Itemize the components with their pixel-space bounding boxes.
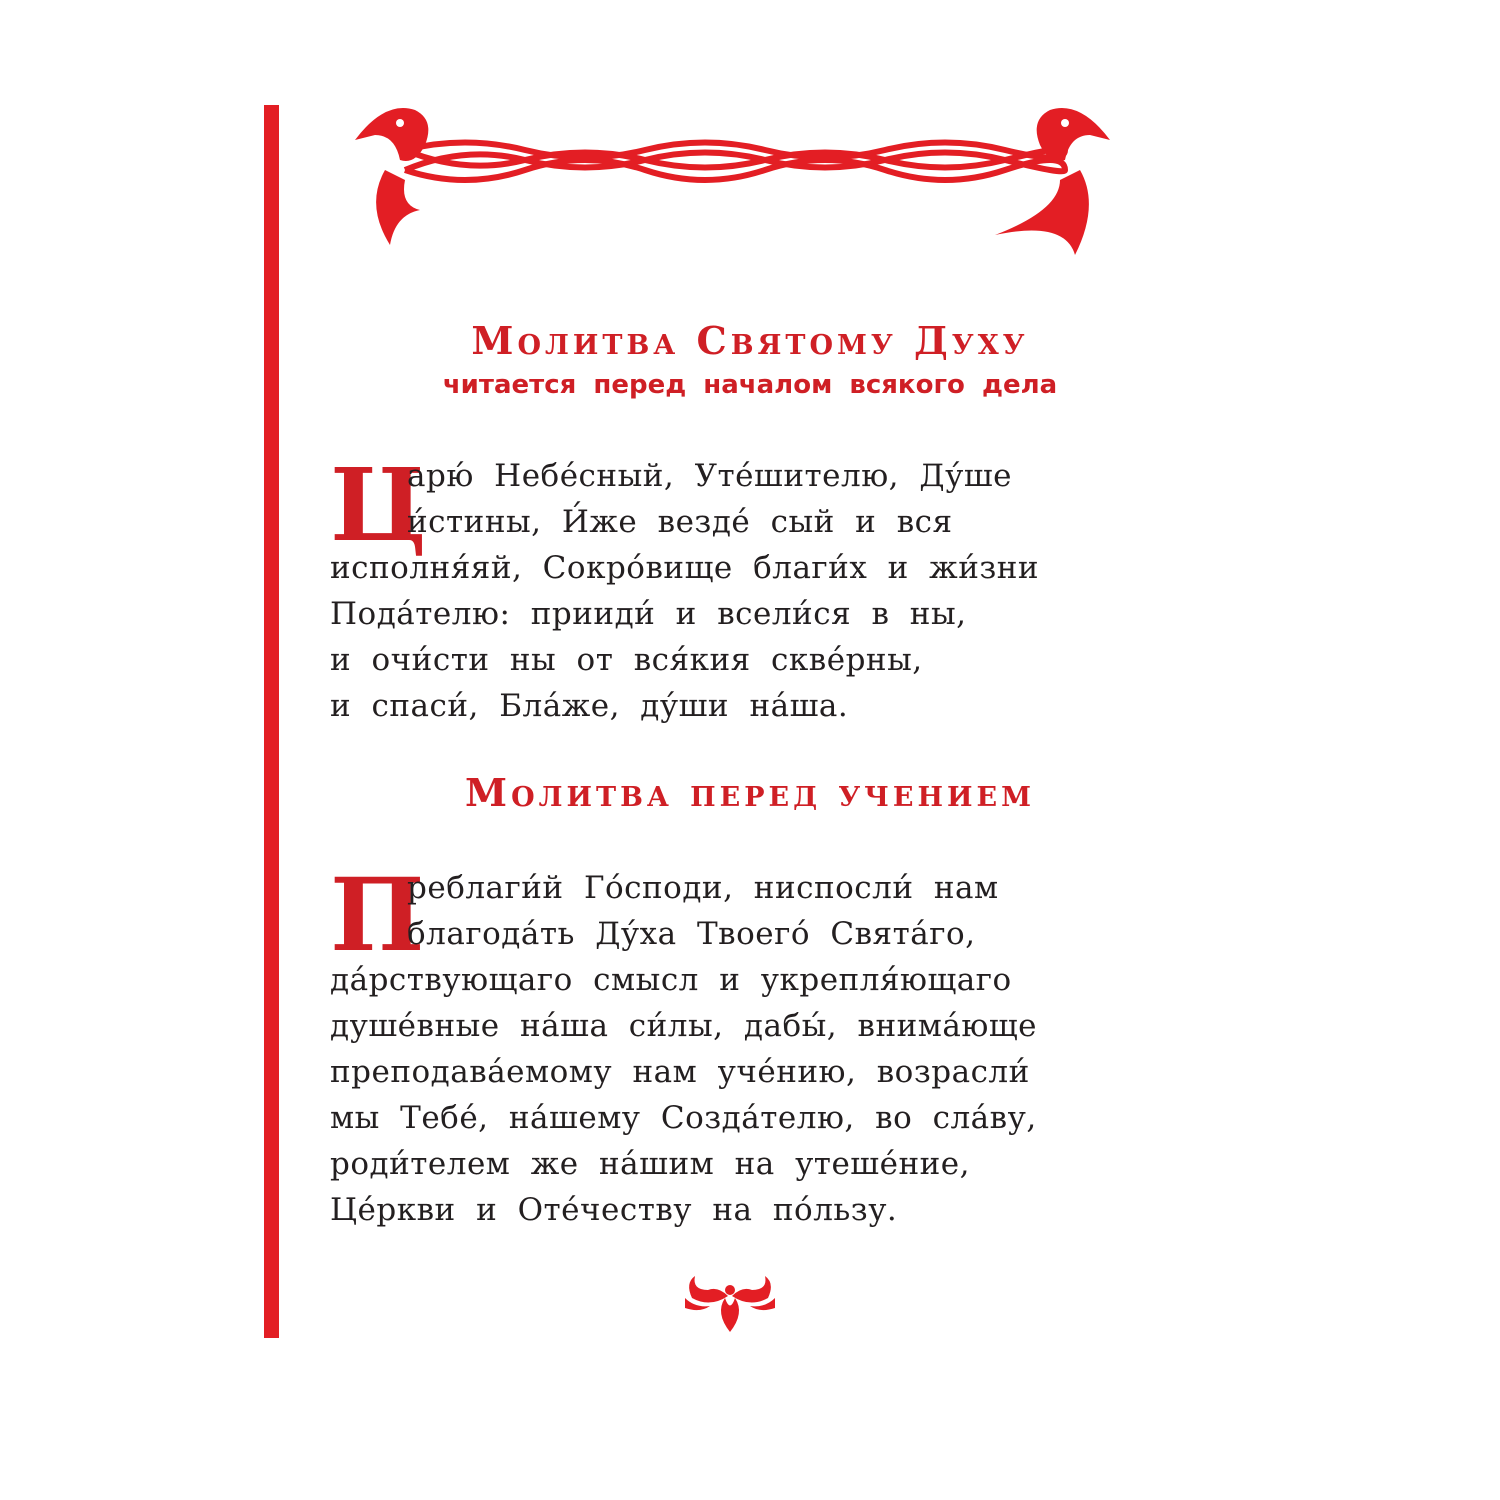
- prayer2-line: мы Тебе́, на́шему Созда́телю, во сла́ву,: [330, 1100, 1037, 1136]
- prayer1-line: Пода́телю: прииди́ и всели́ся в ны,: [330, 596, 967, 632]
- prayer2-line: душе́вные на́ша си́лы, дабы́, внима́юще: [330, 1008, 1038, 1044]
- prayer2-drop-cap: П: [330, 856, 425, 974]
- flourish-ornament: [680, 1268, 780, 1334]
- prayer1-line: и очи́сти ны от вся́кия скве́рны,: [330, 642, 923, 678]
- prayer2-title: Молитва перед учением: [465, 770, 1035, 815]
- prayer1-drop-cap: Ц: [330, 446, 427, 564]
- prayer2-line: благода́ть Ду́ха Твоего́ Свята́го,: [407, 916, 976, 952]
- prayer2-line: Це́ркви и Оте́честву на по́льзу.: [330, 1192, 898, 1228]
- prayer2-text: [330, 856, 1130, 1233]
- prayer1-title: Молитва Святому Духу: [471, 318, 1029, 363]
- prayer1-line: арю́ Небе́сный, Уте́шителю, Ду́ше: [407, 458, 1012, 494]
- prayer2-line: роди́телем же на́шим на утеше́ние,: [330, 1146, 970, 1182]
- prayer2-line: реблаги́й Го́споди, ниспосли́ нам: [407, 870, 999, 906]
- prayer1-line: исполня́яй, Сокро́вище благи́х и жи́зни: [330, 550, 1040, 586]
- prayer1-subtitle: читается перед началом всякого дела: [442, 370, 1058, 400]
- knotwork-birds-border: [345, 95, 1120, 260]
- prayer2-line: преподава́емому нам уче́нию, возрасли́: [330, 1054, 1030, 1090]
- prayer1-line: и́стины, И́же везде́ сый и вся: [407, 504, 953, 540]
- prayer1-text: [330, 446, 1130, 729]
- sidebar-accent-bar: [264, 105, 279, 1338]
- prayer2-line: да́рствующаго смысл и укрепля́ющаго: [330, 962, 1012, 998]
- prayer1-line: и спаси́, Бла́же, ду́ши на́ша.: [330, 688, 849, 724]
